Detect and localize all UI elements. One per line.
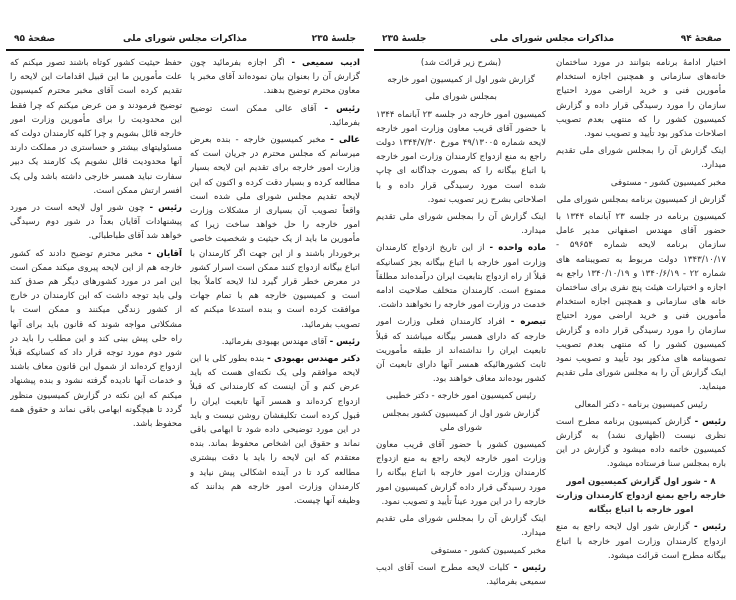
speaker-name: ادیب سمیعی - [291, 58, 360, 68]
paragraph-text: رئیس کمیسیون برنامه - دکتر المعالی [574, 399, 708, 410]
speaker-name: رئیس - [324, 103, 360, 114]
paragraph [376, 73, 546, 87]
paragraph-text: اینک گزارش آن را بمجلس شورای ملی تقدیم میدارد. [556, 146, 726, 171]
section-heading [556, 475, 726, 518]
paragraph-text: از این تاریخ ازدواج کارمندان وزارت امور خارجه با اتباع بیگانه بجز کسانیکه قبلاً از راه ازدواج بتابعیت ایران درآمده‌اند مطلقاً ممنوع است. کارمندان متخلف صلاحیت ادامه خدمت در وزارت امور خارجه را نخواهند داشت. [376, 243, 546, 311]
paragraph [376, 56, 546, 70]
page-number: صفحهٔ ۹۴ [680, 34, 722, 44]
text-column-right [190, 56, 360, 586]
paragraph [10, 56, 182, 198]
speaker-name: ماده واحده - [489, 243, 546, 254]
header-rule [374, 49, 730, 51]
paragraph [556, 415, 726, 472]
text-column-left [376, 56, 546, 586]
session-number: جلسهٔ ۲۳۵ [311, 34, 356, 44]
speaker-name: رئیس - [693, 522, 726, 533]
paragraph-text: کمیسیون امور خارجه در جلسه ۲۳ آبانماه ۱۳۴۴ با حضور آقای قریب معاون وزارت امور خارجه لایحه شماره ۴۹/۱۳۰۰۵ مورخ ۱۳۴۴/۷/۳۰ دولت راجع به منع ازدواج کارمندان وزارت امور خارجه با اتباع بیگانه را که بصورت جداگانه ای چاپ شده است مورد رسیدگی قرار داده و با اصلاحاتی بشرح زیر تصویب نمود. [376, 109, 546, 205]
paragraph-text: ۸ - شور اول گزارش کمیسیون امور خارجه راجع بمنع ازدواج کارمندان وزارت امور خارجه با اتباع بیگانه [556, 476, 726, 516]
text-column-left [10, 56, 182, 586]
speaker-name: دکتر مهندس بهبودی - [267, 354, 360, 365]
paragraph-text: چون شور اول لایحه است در مورد پیشنهادات آقایان بعداً در شور دوم رسیدگی خواهد شد آقای طباطبائی. [10, 203, 182, 242]
paragraph [376, 512, 546, 540]
paragraph-text: گزارش از کمیسیون برنامه بمجلس شورای ملی [556, 194, 726, 205]
header-rule [6, 49, 364, 51]
paragraph-text: افراد کارمندان فعلی وزارت امور خارجه که دارای همسر بیگانه میباشند که قبلاً تابعیت ایران را نداشته‌اند از طبقه مأموریت ثابت کشورهائیکه همسر آنها دارای تابعیت آن کشور بوده‌اند معاف خواهند بود. [376, 317, 546, 385]
speaker-name: رئیس - [694, 416, 726, 427]
paragraph-text: گزارش شور اول از کمیسیون کشور بمجلس شورای ملی [382, 408, 540, 433]
session-number: جلسهٔ ۲۳۵ [382, 34, 427, 44]
paragraph-text: آقای عالی ممکن است توضیح بفرمائید. [190, 103, 360, 128]
paragraph [376, 90, 546, 104]
paragraph [10, 201, 182, 244]
paragraph-text: بنده بطور کلی با این لایحه موافقم ولی یک نکته‌ای هست که باید عرض کنم و آن اینست که کارمندانی که قبلاً ازدواج کرده‌اند و همسر آنها تابعیت ایران را قبول کرده است تکلیفشان روشن نیست و باید در این مورد توضیحی داده شود تا ابهامی باقی نماند و حقوق این اشخاص محفوظ بماند. بنده معتقدم که این لایحه را باید با دقت بیشتری مطالعه کرد تا در آینده اشکالی پیش نیاید و کارمندان وزارت امور خارجه هم بدانند که وظیفه آنها چیست. [190, 354, 360, 507]
paragraph-text: حفظ حیثیت کشور کوتاه باشند تصور میکنم که علت مأمورین ما این قبیل اقدامات این لایحه را تقدیم کرده است آقای مخبر محترم کمیسیون توضیح فرمودند و من عرض میکنم که چرا فقط این محدودیت را برای مأمورین وزارت امور خارجه قائل بشویم و چرا کلیه کارمندان دولت که مسئولیتهای بیشتر و حساستری در مملکت دارند آنها محدودیت قائل نشویم یک کارمند یک دبیر سفارت نباید همسر خارجی داشته باشد ولی یک افسر ارتش ممکن است. [10, 58, 182, 196]
paragraph [376, 210, 546, 238]
paragraph [376, 241, 546, 312]
page-header [374, 34, 730, 48]
paragraph [556, 56, 726, 141]
paragraph-text: گزارش شور اول لایحه راجع به منع ازدواج کارمندان وزارت امور خارجه با اتباع بیگانه مطرح است قرائت میشود. [556, 522, 726, 561]
paragraph [190, 56, 360, 99]
paragraph [190, 352, 360, 508]
paragraph [556, 176, 726, 190]
paragraph-text: اگر اجازه بفرمائید چون گزارش آن را بعنوان بیان نموده‌اند آقای مخبر یا معاون محترم توضیح بدهند. [190, 58, 360, 97]
paragraph [556, 144, 726, 172]
speaker-name: رئیس - [513, 562, 546, 573]
speaker-name: تبصره - [510, 317, 546, 328]
paragraph-text: اینک گزارش آن را بمجلس شورای ملی تقدیم میدارد. [376, 514, 546, 539]
paragraph-text: مخبر کمیسیون خارجه - بنده بعرض میرسانم که مجلس محترم در جریان است که وزارت امور خارجه برای تقدیم این لایحه بسیار مطالعه کرده و بسیار دقت کرده و اکنون که این لایحه تقدیم مجلس شورای ملی شده است واقعاً تصویب آن بسیاری از مشکلات وزارت امور خارجه را حل خواهد ساخت زیرا که مأمورین ما باید از یک حیثیت و شخصیت خاصی برخوردار باشند و از این جهت اگر کارمندان با اتباع بیگانه ازدواج کنند ممکن است اسرار کشور در معرض خطر قرار گیرد لذا لایحه کاملاً بجا است و کمیسیون خارجه هم با تمام جهات موافقت کرده است و بنده استدعا میکنم که تصویب بفرمائید. [190, 135, 360, 330]
paragraph-text: اینک گزارش آن را بمجلس شورای ملی تقدیم میدارد. [376, 212, 546, 237]
paragraph-text: رئیس کمیسیون امور خارجه - دکتر خطیبی [386, 391, 536, 402]
paragraph-text: گزارش شور اول از کمیسیون امور خارجه [387, 75, 535, 86]
paragraph-text: کمیسیون کشور با حضور آقای قریب معاون وزارت امور خارجه لایحه راجع به منع ازدواج کارمندان وزارت امور خارجه با اتباع بیگانه را مورد رسیدگی قرار داده گزارش کمیسیون امور خارجه را در این مورد عیناً تأیید و تصویب نمود. [376, 440, 546, 507]
paragraph-text: گزارش کمیسیون برنامه مطرح است نظری نیست (اظهاری نشد) به گزارش کمیسیون خاتمه داده میشود و گزارش در این باره بمجلس سنا فرستاده میشود. [556, 416, 726, 470]
paragraph [10, 247, 182, 432]
paragraph [556, 520, 726, 563]
speaker-name: آقایان - [147, 248, 182, 259]
paragraph [556, 398, 726, 412]
paragraph [556, 210, 726, 395]
paragraph [190, 102, 360, 130]
paragraph-text: اختیار ادامهٔ برنامه بتوانند در مورد ساختمان خانه‌های سازمانی و همچنین اجازه استخدام مأمورین فنی و خرید اراضی مورد احتیاج سازمان را مورد رسیدگی قرار داده و گزارش کمیسیون کشور را که منتهی بعدم تصویب اصلاحات مذکور بود تأیید و تصویب نمود. [556, 58, 726, 140]
paragraph [376, 407, 546, 435]
paragraph-text: بمجلس شورای ملی [425, 92, 497, 103]
paragraph-text: آقای مهندس بهبودی بفرمائید. [221, 336, 327, 347]
speaker-name: عالی - [330, 135, 360, 146]
paragraph-text: کمیسیون برنامه در جلسه ۲۳ آبانماه ۱۳۴۴ با حضور آقای مهندس اصفهانی مدیر عامل سازمان برنامه لایحه شماره ۵۹۶۵۴ - ۱۳۴۳/۱۰/۱۷ دولت مربوط به تصویبنامه های شماره ۲۲ - ۱۳۴۰/۶/۱۹ و ۱۳۴۰/۱۰/۱۹ راجع به اجازه و اختیارات هیئت پنج نفری برای ساختمان خانه های سازمانی و همچنین اجازه استخدام مأمورین فنی و خرید اراضی مورد احتیاج سازمان را مورد رسیدگی قرار داده و گزارش کمیسیون کشور را که منتهی بعدم تصویب تصویبنامه های مذکور بود تأیید و تصویب نمود اینک گزارش آن را به مجلس شورای ملی تقدیم مینماید. [556, 212, 726, 393]
text-column-right [556, 56, 726, 586]
paragraph [190, 133, 360, 332]
paragraph [190, 335, 360, 349]
right-page [374, 0, 730, 600]
paragraph-text: مخبر کمیسیون کشور - مستوفی [610, 177, 726, 188]
paragraph [376, 544, 546, 558]
paragraph-text: کلیات لایحه مطرح است آقای ادیب سمیعی بفرمائید. [376, 562, 546, 586]
paragraph-text: مخبر کمیسیون کشور - مستوفی [430, 545, 546, 556]
paragraph [376, 561, 546, 586]
speaker-name: رئیس - [329, 336, 360, 347]
page-number: صفحهٔ ۹۵ [14, 34, 56, 44]
paragraph [376, 438, 546, 509]
paragraph [376, 108, 546, 207]
speaker-name: رئیس - [149, 203, 182, 214]
page-header [6, 34, 364, 48]
journal-title: مذاکرات مجلس شورای ملی [489, 34, 615, 44]
paragraph-text: مخبر محترم توضیح دادند که کشور خارجه هم از این لایحه پیروی میکند ممکن است این امر در مورد کشورهای دیگر هم صدق کند ولی باید توجه داشت که این کارمندان در خارج از کشور زندگی میکنند و ممکن است با مشکلاتی مواجه شوند که قانون باید برای آنها راه حلی پیش بینی کند و این مطلب را باید در شور دوم مورد توجه قرار داد که کسانیکه قبلاً ازدواج کرده‌اند از شمول این قانون معاف باشند و خدمات آنها نادیده گرفته نشود و بنده پیشنهاد میکنم که این نکته در گزارش کمیسیون منظور گردد تا هیچگونه ابهامی باقی نماند و حقوق همه محفوظ باشد. [10, 248, 182, 430]
left-page [6, 0, 364, 600]
paragraph [556, 193, 726, 207]
paragraph [376, 315, 546, 386]
paragraph [376, 389, 546, 403]
journal-title: مذاکرات مجلس شورای ملی [122, 34, 248, 44]
paragraph-text: (بشرح زیر قرائت شد) [420, 58, 502, 68]
